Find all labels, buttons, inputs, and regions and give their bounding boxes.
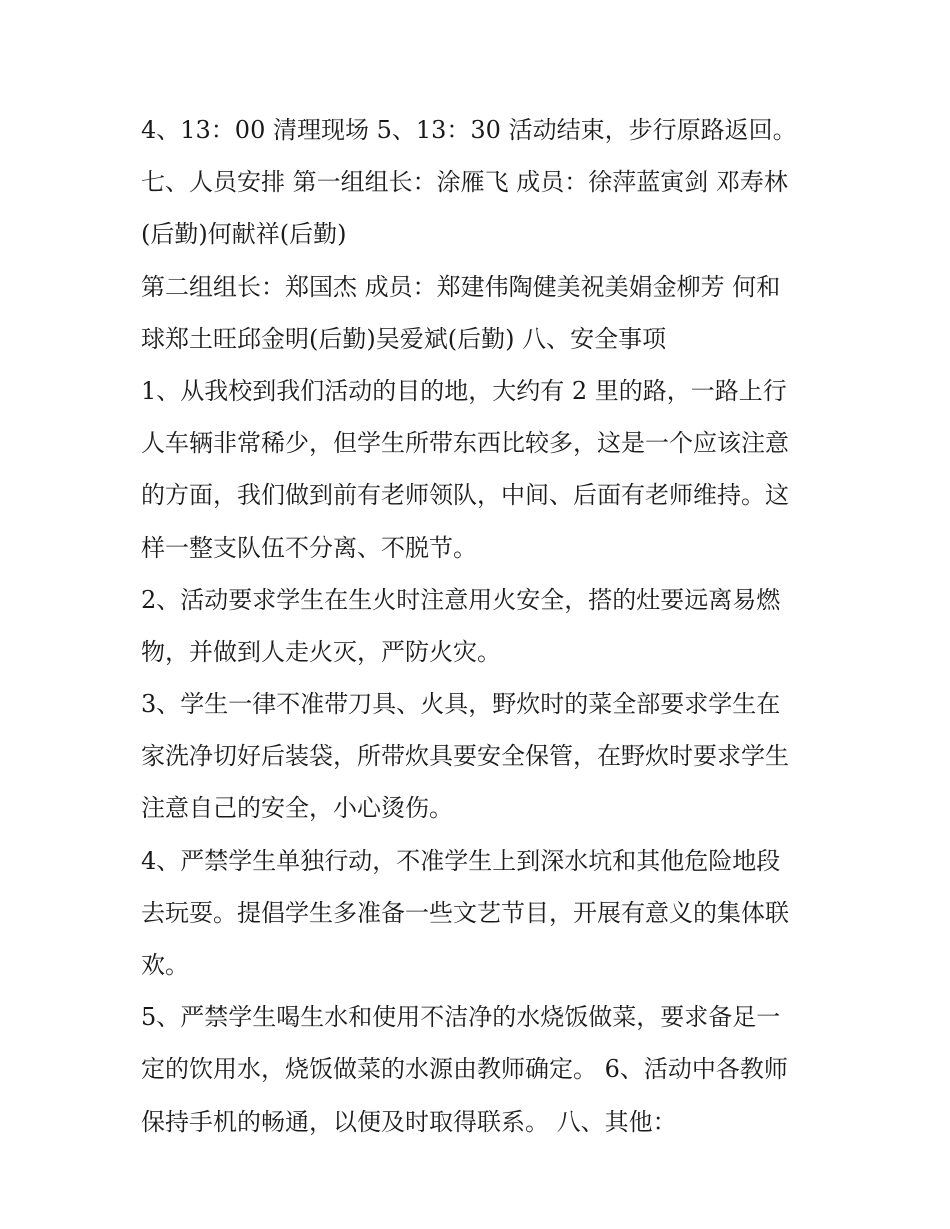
text-line: 球郑土旺邱金明(后勤)吴爱斌(后勤) 八、安全事项 [141, 324, 667, 353]
text-line: 3、学生一律不准带刀具、火具，野炊时的菜全部要求学生在 [141, 690, 781, 719]
text-line: 注意自己的安全，小心烫伤。 [141, 794, 453, 823]
text-line: (后勤)何献祥(后勤) [141, 220, 347, 249]
text-line: 家洗净切好后装袋，所带炊具要安全保管，在野炊时要求学生 [141, 742, 789, 771]
text-line: 1、从我校到我们活动的目的地，大约有 2 里的路，一路上行 [141, 376, 787, 405]
text-line: 定的饮用水，烧饭做菜的水源由教师确定。 6、活动中各教师 [141, 1055, 788, 1084]
text-line: 七、人员安排 第一组组长：涂雁飞 成员：徐萍蓝寅剑 邓寿林 [141, 168, 788, 197]
text-line: 5、严禁学生喝生水和使用不洁净的水烧饭做菜，要求备足一 [141, 1003, 781, 1032]
text-line: 保持手机的畅通，以便及时取得联系。 八、其他： [141, 1107, 677, 1136]
text-line: 2、活动要求学生在生火时注意用火安全，搭的灶要远离易燃 [141, 585, 781, 614]
text-line: 4、13：00 清理现场 5、13：30 活动结束，步行原路返回。 [141, 116, 797, 144]
text-line: 4、严禁学生单独行动，不准学生上到深水坑和其他危险地段 [141, 846, 781, 875]
text-line: 人车辆非常稀少，但学生所带东西比较多，这是一个应该注意 [141, 429, 789, 458]
text-line: 欢。 [141, 951, 189, 979]
text-line: 去玩耍。提倡学生多准备一些文艺节目，开展有意义的集体联 [141, 898, 789, 927]
text-line: 样一整支队伍不分离、不脱节。 [141, 533, 477, 562]
document-body [141, 110, 821, 1154]
text-line: 物，并做到人走火灭，严防火灾。 [141, 637, 501, 666]
text-line: 第二组组长：郑国杰 成员：郑建伟陶健美祝美娟金柳芳 何和 [141, 272, 781, 301]
text-line: 的方面，我们做到前有老师领队，中间、后面有老师维持。这 [141, 481, 789, 510]
